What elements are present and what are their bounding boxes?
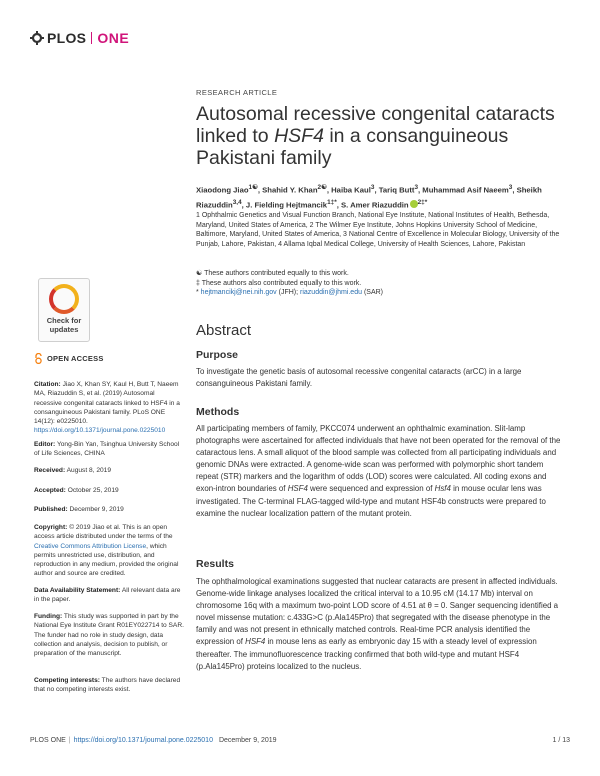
accepted-block <box>34 486 184 495</box>
received-block <box>34 466 184 475</box>
methods-text: All participating members of family, PKCC074 underwent an ophthalmic examination. Slit-lamp photographs were ascertained for affected individuals that have not been operated for the removal of the cataractous lens. A small aliquot of the blood sample was collected from all participating individuals and genomic DNAs were extracted. A genome-wide scan was performed with polymorphic short tandem repeat (STR) markers and the logarithm of odds (LOD) scores were calculated. All coding exons and exon-intron boundaries of HSF4 were sequenced and expression of Hsf4 in mouse ocular lens was investigated. The C-terminal FLAG-tagged wild-type and mutant HSF4b constructs were prepared to examine the nuclear localization pattern of the mutant protein. <box>196 424 561 518</box>
correspondence: * hejtmancikj@nei.nih.gov (JFH); riazuddin@jhmi.edu (SAR) <box>196 289 384 297</box>
published-date: December 9, 2019 <box>69 506 124 513</box>
open-access-label <box>34 353 104 364</box>
published-block <box>34 505 184 514</box>
check-for-updates-badge[interactable] <box>38 278 90 342</box>
author-7[interactable]: , J. Fielding Hejtmancik <box>241 200 328 210</box>
open-access-text: OPEN ACCESS <box>47 354 104 363</box>
author-1[interactable]: Xiaodong Jiao <box>196 185 249 195</box>
author-notes <box>196 269 566 298</box>
logo-one-text: ONE <box>97 30 130 46</box>
funding-block <box>34 612 184 658</box>
footer-doi-link[interactable]: https://doi.org/10.1371/journal.pone.0225010 <box>73 737 213 744</box>
copyright-label: Copyright: <box>34 524 68 531</box>
crossmark-label-line1: Check for <box>46 316 82 325</box>
competing-interests-block <box>34 676 184 695</box>
author-2[interactable]: , Shahid Y. Khan <box>257 185 318 195</box>
copyright-block <box>34 523 184 579</box>
citation-doi-link[interactable]: https://doi.org/10.1371/journal.pone.0225010 <box>34 427 166 435</box>
title-part-1: Autosomal recessive congenital cataracts linked to <box>196 103 555 147</box>
accepted-label: Accepted: <box>34 487 66 494</box>
received-date: August 8, 2019 <box>66 467 111 474</box>
footer-page-number: 1 / 13 <box>552 737 570 744</box>
data-availability-text: All relevant data are in the paper. <box>34 587 181 604</box>
results-heading: Results <box>196 558 234 570</box>
competing-interests-label: Competing interests: <box>34 677 100 684</box>
title-gene: HSF4 <box>274 125 324 147</box>
author-list: Xiaodong Jiao$^{1☯}$, Shahid Y. Khan$^{2☯}$, Haiba Kaul$^3$, Tariq Butt$^3$, Muhammad Asif Naeem$^3$, Sheikh Riazuddin$^{3,4}$, J. Fielding Hejtmancik$^{1\ddagger*}$, S. Amer Riazuddin $^{2\ddagger*}$ <box>196 184 542 210</box>
crossmark-icon <box>49 284 79 314</box>
creative-commons-link[interactable]: Creative Commons Attribution License <box>34 542 147 550</box>
author-8[interactable]: , S. Amer Riazuddin <box>336 200 409 210</box>
purpose-text: To investigate the genetic basis of autosomal recessive congenital cataracts (arCC) in a large consanguineous Pakistani family. <box>196 367 522 389</box>
open-lock-icon <box>34 353 43 364</box>
crossmark-label-line2: updates <box>49 324 79 334</box>
orcid-icon[interactable] <box>410 200 418 208</box>
received-label: Received: <box>34 467 66 474</box>
methods-heading: Methods <box>196 406 240 418</box>
affiliations: 1 Ophthalmic Genetics and Visual Function Branch, National Eye Institute, National Institutes of Health, Bethesda, Maryland, United States of America, 2 The Wilmer Eye Institute, Johns Hopkins University School of Medicine, Baltimore, Maryland, United States of America, 3 National Centre of Excellence in Molecular Biology, University of the Punjab, Lahore, Pakistan, 4 Allama Iqbal Medical College, University of Health Sciences, Lahore, Pakistan <box>196 212 560 248</box>
competing-interests-text: The authors have declared that no competing interests exist. <box>34 677 181 694</box>
page-footer: PLOS ONE | https://doi.org/10.1371/journal.pone.0225010 December 9, 2019 1 / 13 <box>30 737 570 744</box>
editor-text: Yong-Bin Yan, Tsinghua University School of Life Sciences, CHINA <box>34 441 180 458</box>
plos-one-logo[interactable] <box>30 30 129 46</box>
note-equal-contribution: ☯ These authors contributed equally to this work. <box>196 270 349 277</box>
data-availability-block <box>34 586 184 605</box>
author-5[interactable]: , Muhammad Asif Naeem <box>418 185 509 195</box>
footer-journal: PLOS ONE <box>30 737 66 744</box>
results-text: The ophthalmological examinations suggested that nuclear cataracts are present in affected individuals. Genome-wide linkage analyses localized the critical interval to a 10.95 cM (14.17 Mb) interval on chromosome 16q with a maximum two-point LOD score of 4.51 at θ = 0. Sanger sequencing identified a novel missense mutation: c.433G>C (p.Ala145Pro) that segregated with the disease phenotype in the family and was not present in ethnically matched controls. Real-time PCR analysis identified the expression of HSF4 in mouse lens as early as embryonic day 15 with a steady level of expression thereafter. The immunofluorescence tracking confirmed that both wild-type and mutant HSF4 (p.Ala145Pro) proteins localized to the nucleus. <box>196 577 559 671</box>
published-label: Published: <box>34 506 68 513</box>
citation-label: Citation: <box>34 381 61 388</box>
author-4[interactable]: , Tariq Butt <box>374 185 415 195</box>
editor-block <box>34 440 184 459</box>
abstract-heading: Abstract <box>196 322 252 339</box>
author-6[interactable]: , Sheikh Riazuddin <box>196 185 542 210</box>
data-availability-label: Data Availability Statement: <box>34 587 121 594</box>
copyright-text-2: , which permits unrestricted use, distribution, and reproduction in any medium, provided the original author and source are credited. <box>34 542 179 578</box>
email-tag-jfh: (JFH); <box>278 289 299 297</box>
logo-divider <box>91 32 92 44</box>
article-title <box>196 103 566 169</box>
citation-block <box>34 380 184 436</box>
accepted-date: October 25, 2019 <box>67 487 119 494</box>
purpose-heading: Purpose <box>196 349 239 361</box>
note-also-contributed: ‡ These authors also contributed equally to this work. <box>196 279 362 287</box>
plos-logo-icon <box>30 31 44 45</box>
funding-label: Funding: <box>34 613 63 620</box>
email-link-jfh[interactable]: hejtmancikj@nei.nih.gov <box>200 289 277 297</box>
title-part-2: in a consanguineous Pakistani family <box>196 125 509 169</box>
footer-date: December 9, 2019 <box>218 737 277 744</box>
email-link-sar[interactable]: riazuddin@jhmi.edu <box>300 289 362 297</box>
editor-label: Editor: <box>34 441 56 448</box>
copyright-text-1: © 2019 Jiao et al. This is an open access article distributed under the terms of the <box>34 524 173 541</box>
email-tag-sar: (SAR) <box>363 289 384 297</box>
author-3[interactable]: , Haiba Kaul <box>326 185 371 195</box>
funding-text: This study was supported in part by the National Eye Institute Grant R01EY022714 to SAR. The funder had no role in study design, data collection and analysis, decision to publish, or preparation of the manuscript. <box>34 613 184 658</box>
citation-text: Jiao X, Khan SY, Kaul H, Butt T, Naeem MA, Riazuddin S, et al. (2019) Autosomal recessive congenital cataracts linked to HSF4 in a consanguineous Pakistani family. PLoS ONE 14(12): e0225010. <box>34 381 180 426</box>
logo-plos-text: PLOS <box>47 30 87 46</box>
article-type: RESEARCH ARTICLE <box>196 88 278 97</box>
